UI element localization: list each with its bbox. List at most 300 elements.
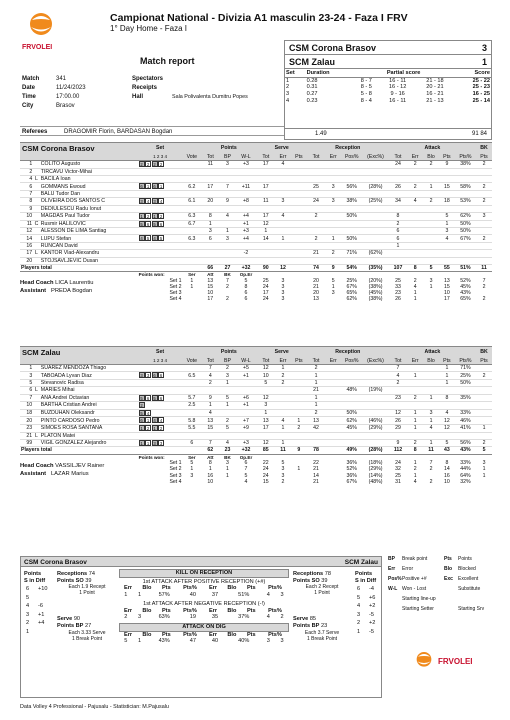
- total-stat: 12: [280, 264, 286, 271]
- player-stat: 6.7: [183, 220, 202, 228]
- kill-col-header: Err: [123, 585, 133, 592]
- col-score: Score: [474, 70, 490, 76]
- kill-value: 43%: [158, 638, 170, 645]
- set-points-won: 1: [190, 466, 194, 473]
- player-stat: [407, 365, 423, 372]
- kill-value: 1: [124, 592, 128, 599]
- points-header: Points: [220, 349, 237, 356]
- set-stat: 1: [482, 466, 486, 473]
- player-stat: [362, 257, 388, 264]
- points-won-header: BK: [224, 272, 231, 277]
- player-stat: 8: [201, 213, 220, 221]
- player-stat: [389, 176, 408, 183]
- total-stat: 5: [482, 447, 486, 454]
- kill-col-header: Blo: [142, 585, 152, 592]
- set-stat: 13: [313, 296, 319, 303]
- set-stat: 1: [429, 283, 433, 290]
- set-stat: 25%: [346, 277, 357, 284]
- set-points-won: 1: [208, 466, 212, 473]
- player-role: [33, 243, 40, 250]
- player-number: 7: [20, 394, 33, 402]
- set-points-won: 1: [226, 466, 229, 473]
- player-stat: 1: [439, 380, 455, 387]
- set-position-box: 4: [159, 418, 163, 424]
- player-stat: 2: [407, 394, 423, 402]
- set-stat: (14%): [368, 472, 383, 479]
- player-stat: 5: [439, 213, 455, 221]
- player-stat: [423, 372, 439, 380]
- player-stat: 8: [439, 394, 455, 402]
- legend: [388, 556, 492, 616]
- player-stat: [291, 402, 307, 410]
- stat-col-header: Blo: [427, 358, 435, 364]
- set-position-box: 5: [146, 236, 150, 242]
- set-stat: 26: [395, 296, 401, 303]
- player-stat: [423, 190, 439, 197]
- kill-col-header: Blo: [142, 607, 152, 614]
- player-role: [33, 365, 40, 372]
- set-stat: 3: [281, 277, 285, 284]
- player-stat: [235, 387, 256, 394]
- set-position-box: 6: [140, 418, 143, 424]
- footer-logo-text: FRVOLEI: [438, 657, 473, 666]
- player-stat: +1: [235, 402, 256, 410]
- player-stat: 2: [476, 198, 492, 206]
- player-number: 2: [20, 168, 33, 175]
- total-stat: (28%): [368, 447, 383, 454]
- player-name: COLITO Augusto: [40, 161, 138, 169]
- player-stat: [325, 205, 341, 212]
- player-number: 20: [20, 257, 33, 264]
- player-stat: [476, 190, 492, 197]
- player-stat: [476, 220, 492, 228]
- kill-col-header: Blo: [227, 631, 237, 638]
- kill-col-header: Pts%: [183, 585, 197, 592]
- player-number: 14: [20, 235, 33, 243]
- player-stat: 2: [325, 250, 341, 257]
- serve-header: Serve: [274, 145, 289, 152]
- player-stat: [476, 409, 492, 417]
- player-stat: 2: [407, 439, 423, 447]
- set-stat: 3: [482, 460, 486, 467]
- player-stat: [183, 168, 202, 175]
- player-stat: [341, 161, 362, 169]
- team-title: CSM Corona Brasov: [22, 144, 95, 153]
- player-stat: [183, 205, 202, 212]
- player-stat: 1: [275, 439, 291, 447]
- stat-col-header: (Exc%): [367, 358, 384, 364]
- set-stat: 15: [262, 478, 269, 485]
- stat-col-header: Err: [411, 358, 419, 364]
- player-name: TIRCAVU Victor-Mihai: [40, 168, 138, 175]
- set-stat: 52%: [460, 277, 471, 284]
- player-stat: [183, 409, 202, 417]
- player-number: 4: [20, 176, 33, 183]
- player-row: [20, 220, 492, 228]
- player-stat: 5: [439, 439, 455, 447]
- player-stat: [220, 250, 236, 257]
- player-stat: 1: [407, 417, 423, 425]
- player-row: [20, 161, 492, 169]
- player-name: RUNCAN David: [40, 243, 138, 250]
- player-stat: [325, 409, 341, 417]
- total-stat: (35%): [368, 264, 383, 271]
- player-stat: 4: [389, 372, 408, 380]
- player-row: [20, 183, 492, 191]
- player-stat: 14: [257, 235, 276, 243]
- player-stat: [183, 432, 202, 439]
- total-stat: 11: [428, 447, 434, 454]
- player-stat: [439, 432, 455, 439]
- player-role: C: [34, 220, 39, 227]
- player-stat: 17: [257, 161, 276, 169]
- stat-col-header: Err: [279, 358, 287, 364]
- player-stat: [201, 176, 220, 183]
- set-position-box: 2: [146, 162, 150, 168]
- player-stat: [423, 235, 439, 243]
- player-stat: [362, 220, 388, 228]
- player-stat: 17: [257, 183, 276, 191]
- stat-col-header: (Exc%): [367, 154, 384, 160]
- player-stat: [423, 250, 439, 257]
- score-team2-sets: 1: [481, 57, 487, 67]
- player-stat: [389, 387, 408, 394]
- player-stat: [423, 402, 439, 410]
- points-won-label: Points won:: [138, 272, 165, 277]
- player-stat: [325, 365, 341, 372]
- player-stat: 1: [307, 372, 326, 380]
- set-position-box: 2: [146, 214, 150, 219]
- player-stat: 6: [201, 235, 220, 243]
- set-position-box: 5: [159, 236, 163, 242]
- player-role: [33, 205, 40, 212]
- player-number: 21: [20, 432, 33, 439]
- player-stat: 50%: [455, 228, 476, 235]
- set-points-won: 2: [226, 283, 229, 290]
- player-stat: [423, 243, 439, 250]
- set-row: 3 0.27 5 - 8 9 - 16 16 - 21 16 - 25: [286, 91, 490, 98]
- player-stat: [275, 228, 291, 235]
- player-stat: [423, 213, 439, 221]
- player-stat: [407, 205, 423, 212]
- player-stat: 15: [201, 424, 220, 432]
- set-stat: 32: [395, 466, 401, 473]
- player-stat: 2: [275, 372, 291, 380]
- assistant-label: Assistant: [20, 288, 47, 295]
- player-role: [33, 213, 40, 221]
- stat-col-header: Err: [411, 154, 419, 160]
- set-position-box: 5: [140, 221, 143, 227]
- set-stat: [325, 479, 341, 485]
- player-stat: [307, 439, 326, 447]
- set-position-box: 1: [146, 418, 150, 424]
- player-name: ALESSON DE LIMA Santiag: [40, 228, 138, 235]
- player-number: 17: [20, 250, 33, 257]
- player-stat: +4: [235, 235, 256, 243]
- player-stat: [476, 365, 492, 372]
- player-stat: +4: [235, 213, 256, 221]
- set-stat: 20: [313, 289, 319, 296]
- player-stat: +1: [235, 372, 256, 380]
- kill-col-header: Pts: [161, 585, 171, 592]
- logo: [20, 10, 62, 46]
- total-stat: 11: [280, 447, 286, 454]
- player-stat: 4: [220, 213, 236, 221]
- player-stat: [275, 250, 291, 257]
- player-stat: 1: [291, 417, 307, 425]
- set-position-box: 3: [153, 199, 156, 205]
- set-position-box: 3: [140, 199, 143, 205]
- player-stat: [341, 380, 362, 387]
- player-stat: [235, 168, 256, 175]
- player-stat: (19%): [362, 387, 388, 394]
- stat-col-header: Tot: [262, 358, 270, 364]
- stat-col-header: Vote: [186, 154, 197, 160]
- page-title: Campionat National - Divizia A1 masculin 23-24 - Faza I FRV: [110, 12, 408, 24]
- player-stat: 21: [307, 387, 326, 394]
- player-name: SUAREZ MENDOZA Thiago: [40, 365, 138, 372]
- player-sets: [138, 243, 183, 250]
- kill-col-header: Pts%: [268, 631, 282, 638]
- player-stat: [235, 409, 256, 417]
- player-row: [20, 250, 492, 257]
- player-stat: 6: [183, 439, 202, 447]
- set-stat: 33%: [460, 460, 471, 467]
- player-stat: 7: [201, 365, 220, 372]
- player-stat: [439, 402, 455, 410]
- set-stat: 2: [413, 277, 417, 284]
- player-stat: 6.3: [183, 213, 202, 221]
- stat-col-header: Tot: [394, 358, 402, 364]
- head-coach: LICA Laurentiu: [55, 280, 94, 287]
- set-position-box: 1: [146, 440, 150, 446]
- set-header: Set: [156, 349, 165, 356]
- player-row: [20, 168, 492, 175]
- match-number: 341: [56, 76, 67, 82]
- player-stat: 38%: [341, 198, 362, 206]
- set-points-won: [183, 296, 202, 302]
- set-points-won: 3: [226, 460, 229, 467]
- set-summary-label: Set 3: [169, 289, 182, 296]
- stat-col-header: W-L: [241, 154, 251, 160]
- set-stat: [476, 479, 492, 485]
- set-stat: [291, 479, 307, 485]
- set-points-won: 8: [208, 460, 212, 467]
- player-stat: +3: [235, 228, 256, 235]
- set-stat: (45%): [368, 289, 383, 296]
- player-stat: 12: [389, 409, 408, 417]
- player-stat: 5: [257, 380, 276, 387]
- total-stat: 8: [413, 447, 417, 454]
- player-stat: 62%: [341, 417, 362, 425]
- player-stat: [325, 190, 341, 197]
- player-stat: 5.8: [183, 417, 202, 425]
- set-position-box: 4: [159, 199, 163, 205]
- player-stat: 23: [389, 394, 408, 402]
- summary-team2: SCM Zalau: [344, 558, 378, 566]
- player-number: 10: [20, 213, 33, 221]
- player-stat: 58%: [455, 183, 476, 191]
- set-stat: 31: [395, 478, 401, 485]
- player-stat: [362, 439, 388, 447]
- player-stat: [362, 205, 388, 212]
- referees-row: [20, 126, 284, 136]
- legend-row: Pos% Positive +# Exc Excellent: [388, 576, 479, 582]
- kill-col-header: Pts: [246, 631, 256, 638]
- player-stat: 1: [407, 372, 423, 380]
- player-stat: [235, 380, 256, 387]
- player-stat: [341, 228, 362, 235]
- player-row: [20, 417, 492, 425]
- player-row: [20, 394, 492, 402]
- kill-col-header: Pts: [246, 607, 256, 614]
- set-numbers: 1 2 3 4: [153, 154, 168, 160]
- diff-row: 1: [26, 628, 30, 635]
- stat-col-header: Tot: [262, 154, 270, 160]
- player-stat: 67%: [455, 235, 476, 243]
- set-stat: 65%: [460, 296, 471, 303]
- player-stat: 1: [423, 394, 439, 402]
- player-stat: 4: [275, 417, 291, 425]
- stat-col-header: Err: [329, 358, 337, 364]
- stat-col-header: Tot: [312, 358, 320, 364]
- set-position-box: 6: [153, 184, 156, 190]
- set-stat: 2: [413, 466, 417, 473]
- player-sets: [138, 228, 183, 235]
- player-name: PLATON Matei: [40, 432, 138, 439]
- player-stat: [275, 183, 291, 191]
- set-stat: 2: [482, 283, 486, 290]
- player-stat: [201, 190, 220, 197]
- set-position-box: 5: [153, 221, 156, 227]
- total-stat: 49%: [346, 447, 357, 454]
- total-stat: 112: [393, 447, 403, 454]
- set-header: Set: [156, 145, 165, 152]
- player-stat: [235, 205, 256, 212]
- stat-col-header: Tot: [312, 154, 320, 160]
- player-sets: [138, 161, 183, 169]
- points-won-header: Att: [207, 454, 214, 460]
- player-stat: 13: [257, 417, 276, 425]
- player-stat: [220, 220, 236, 228]
- player-stat: [407, 176, 423, 183]
- referees-names: DRAGOMIR Florin, BARDASAN Bogdan: [64, 128, 173, 135]
- player-stat: [183, 250, 202, 257]
- player-stat: [257, 250, 276, 257]
- player-stat: 2: [423, 198, 439, 206]
- referees-label: Referees: [22, 128, 48, 135]
- match-date: 11/24/2023: [56, 85, 86, 91]
- player-stat: [455, 190, 476, 197]
- set-stat: 25: [395, 277, 401, 284]
- set-stat: 25: [262, 277, 269, 284]
- footer-logo: [410, 650, 486, 684]
- player-stat: 1: [325, 235, 341, 243]
- stat-col-header: Pts%: [459, 154, 472, 160]
- player-stat: 9: [389, 439, 408, 447]
- total-stat: 78: [313, 447, 319, 454]
- set-position-box: 2: [140, 403, 143, 409]
- player-stat: 45%: [341, 424, 362, 432]
- player-stat: 5.5: [183, 424, 202, 432]
- kill-value: 4: [266, 614, 270, 621]
- player-stat: [362, 380, 388, 387]
- player-stat: [476, 380, 492, 387]
- player-stat: [291, 243, 307, 250]
- player-stat: 9: [439, 161, 455, 169]
- player-stat: 3: [220, 235, 236, 243]
- player-stat: 1: [439, 365, 455, 372]
- player-sets: [138, 213, 183, 221]
- player-sets: [138, 205, 183, 212]
- player-stat: 1: [275, 235, 291, 243]
- player-name: ANA Andrei Octavian: [40, 394, 138, 402]
- player-stat: [183, 176, 202, 183]
- player-stat: 4: [423, 424, 439, 432]
- player-stat: [291, 235, 307, 243]
- player-stat: 1: [220, 380, 236, 387]
- player-stat: 4: [220, 439, 236, 447]
- player-stat: [389, 190, 408, 197]
- set-stat: 5: [281, 460, 285, 467]
- player-stat: [423, 365, 439, 372]
- stat-col-header: BP: [224, 358, 231, 364]
- player-stat: 3: [325, 183, 341, 191]
- player-role: [33, 439, 40, 447]
- set-stat: 24: [262, 466, 269, 473]
- player-stat: 2: [307, 213, 326, 221]
- serve-header: Serve: [274, 349, 289, 356]
- player-stat: [362, 409, 388, 417]
- player-row: [20, 228, 492, 235]
- diff-row: 5 +6: [357, 594, 376, 601]
- set-position-box: 1: [159, 184, 163, 190]
- player-stat: 12: [257, 439, 276, 447]
- player-stat: 4: [439, 235, 455, 243]
- player-role: [33, 409, 40, 417]
- player-stat: [362, 432, 388, 439]
- player-sets: [138, 168, 183, 175]
- player-role: L: [35, 250, 38, 257]
- set-position-box: 6: [146, 395, 150, 401]
- diff-row: 2 +4: [26, 620, 45, 627]
- legend-row: W-L Won - Lost Substitute: [388, 586, 481, 592]
- player-stat: 1: [220, 228, 236, 235]
- set-points-won: 5: [244, 472, 248, 479]
- player-stat: 1: [307, 394, 326, 402]
- stat-col-header: Tot: [206, 358, 214, 364]
- player-stat: [291, 387, 307, 394]
- player-stat: [291, 161, 307, 169]
- player-stat: [275, 176, 291, 183]
- player-stat: [291, 168, 307, 175]
- set-stat: 2: [482, 296, 486, 303]
- player-stat: [439, 243, 455, 250]
- player-stat: [183, 387, 202, 394]
- set-points-won: 1: [190, 283, 194, 290]
- player-stat: [476, 243, 492, 250]
- set-position-box: 3: [159, 440, 163, 446]
- player-stat: 18: [439, 198, 455, 206]
- player-stat: [235, 176, 256, 183]
- summary-left-rec: Receptions 74 Points SO 39 Each 1.9 Recept 1 Point Serve 90 Points BP 27 Each 3.33 Serve 1 Break Point: [57, 571, 106, 642]
- player-stat: [341, 402, 362, 410]
- set-row: 4 0.23 8 - 4 16 - 11 21 - 13 25 - 14: [286, 97, 490, 104]
- set-summary-label: Set 4: [169, 296, 182, 303]
- set-stat: 1: [413, 472, 417, 479]
- assistant-label: Assistant: [20, 471, 47, 478]
- player-stat: 21: [307, 250, 326, 257]
